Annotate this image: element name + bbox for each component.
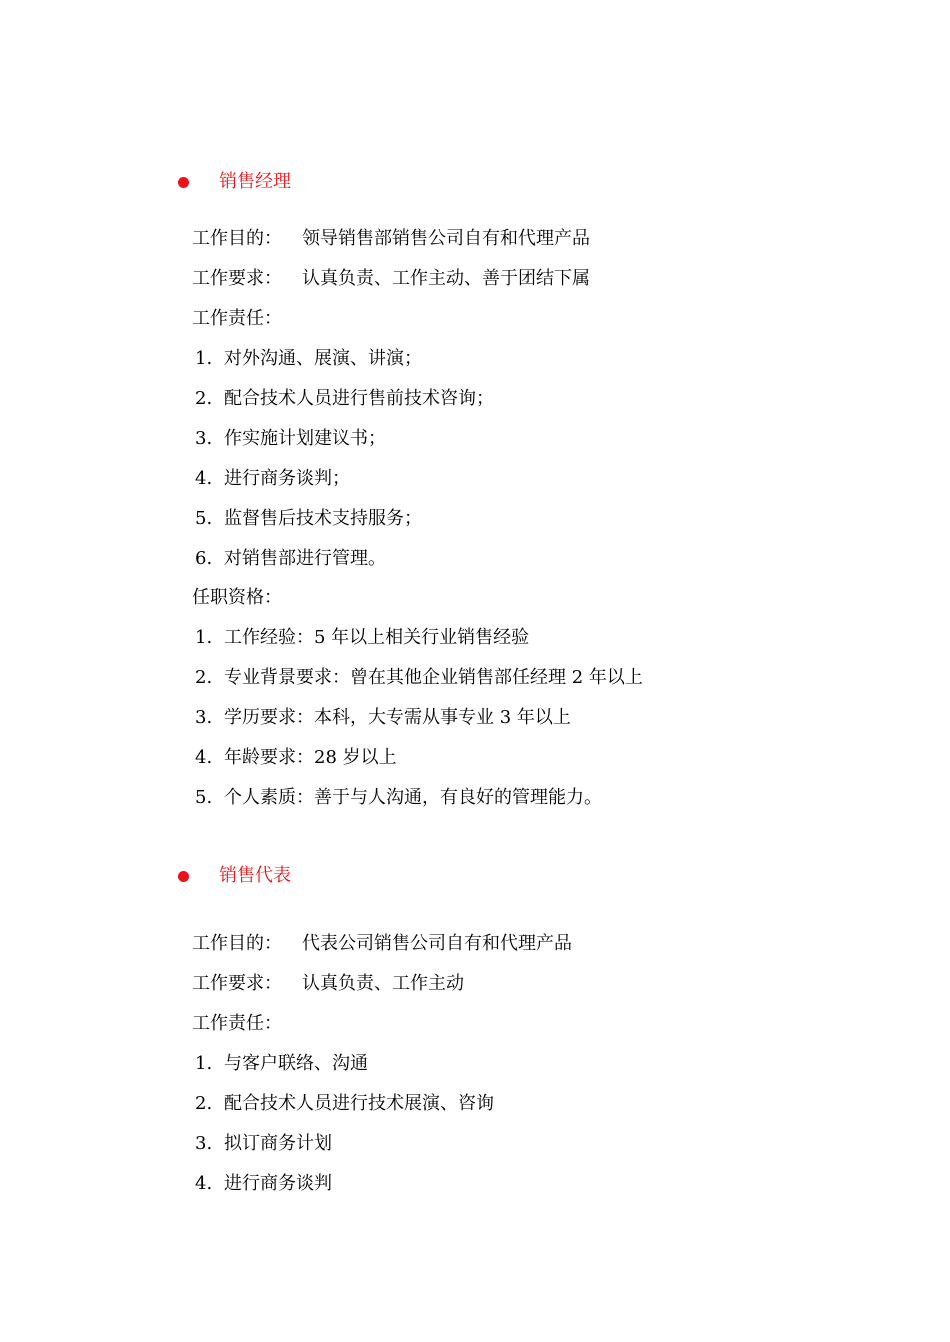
purpose-value: 代表公司销售公司自有和代理产品 xyxy=(302,933,572,954)
section-title: 销售代表 xyxy=(219,865,291,886)
list-number: 4. xyxy=(195,468,213,489)
list-item-text: 作实施计划建议书； xyxy=(224,428,386,449)
red-bullet-icon xyxy=(178,177,189,188)
list-item-text: 监督售后技术支持服务； xyxy=(224,508,422,529)
list-number: 1. xyxy=(195,348,213,369)
section-heading xyxy=(178,170,291,194)
requirements-label: 工作要求： xyxy=(192,973,282,994)
list-item-text: 进行商务谈判； xyxy=(224,468,350,489)
list-item-text: 进行商务谈判 xyxy=(224,1173,332,1194)
requirements-value: 认真负责、工作主动、善于团结下属 xyxy=(302,268,590,289)
list-number: 3. xyxy=(195,1133,213,1154)
list-number: 2. xyxy=(195,667,213,688)
list-item-text: 拟订商务计划 xyxy=(224,1133,332,1154)
requirements-value: 认真负责、工作主动 xyxy=(302,973,464,994)
purpose-label: 工作目的： xyxy=(192,228,282,249)
requirements-label: 工作要求： xyxy=(192,268,282,289)
list-number: 6. xyxy=(195,548,213,569)
list-item-text: 与客户联络、沟通 xyxy=(224,1053,368,1074)
list-number: 3. xyxy=(195,707,213,728)
list-item-text: 对销售部进行管理。 xyxy=(224,548,386,569)
list-number: 3. xyxy=(195,428,213,449)
list-item-text: 专业背景要求：曾在其他企业销售部任经理 2 年以上 xyxy=(224,667,643,688)
purpose-label: 工作目的： xyxy=(192,933,282,954)
duties-label: 工作责任： xyxy=(192,1013,282,1034)
list-number: 4. xyxy=(195,747,213,768)
red-bullet-icon xyxy=(178,871,189,882)
list-number: 1. xyxy=(195,1053,213,1074)
list-number: 5. xyxy=(195,508,213,529)
list-number: 2. xyxy=(195,1093,213,1114)
list-item-text: 配合技术人员进行售前技术咨询； xyxy=(224,388,494,409)
list-item-text: 配合技术人员进行技术展演、咨询 xyxy=(224,1093,494,1114)
list-number: 1. xyxy=(195,627,213,648)
list-item-text: 个人素质：善于与人沟通，有良好的管理能力。 xyxy=(224,787,602,808)
list-number: 5. xyxy=(195,787,213,808)
list-number: 4. xyxy=(195,1173,213,1194)
list-number: 2. xyxy=(195,388,213,409)
section-heading xyxy=(178,864,291,888)
list-item-text: 年龄要求：28 岁以上 xyxy=(224,747,397,768)
list-item-text: 对外沟通、展演、讲演； xyxy=(224,348,422,369)
list-item-text: 学历要求：本科，大专需从事专业 3 年以上 xyxy=(224,707,571,728)
duties-label: 工作责任： xyxy=(192,308,282,329)
list-item-text: 工作经验：5 年以上相关行业销售经验 xyxy=(224,627,530,648)
qualifications-label: 任职资格： xyxy=(192,587,282,608)
purpose-value: 领导销售部销售公司自有和代理产品 xyxy=(302,228,590,249)
section-title: 销售经理 xyxy=(219,171,291,192)
